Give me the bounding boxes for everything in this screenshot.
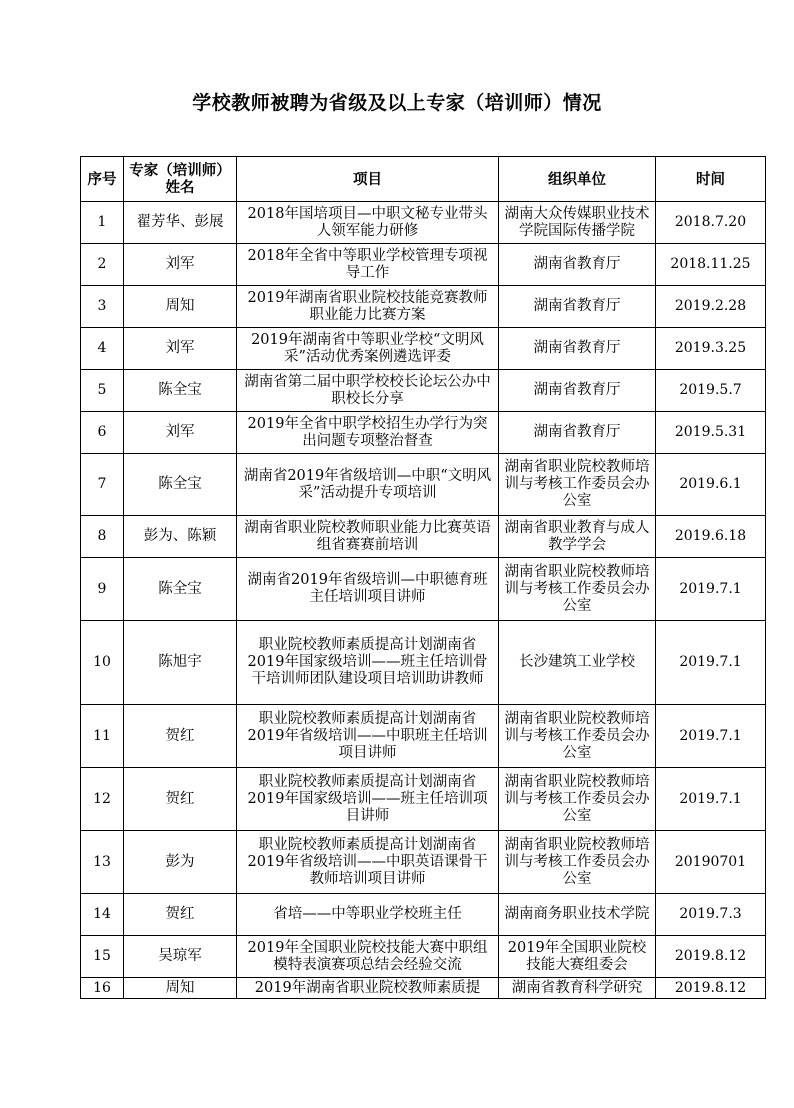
header-time: 时间	[656, 157, 766, 202]
cell-project: 湖南省职业院校教师职业能力比赛英语组省赛赛前培训	[237, 516, 499, 558]
cell-org: 湖南省教育厅	[499, 244, 656, 286]
table-row	[81, 370, 766, 412]
cell-org: 长沙建筑工业学校	[499, 621, 656, 705]
cell-seq: 13	[81, 831, 124, 894]
cell-project: 2019年湖南省中等职业学校“文明风采”活动优秀案例遴选评委	[237, 328, 499, 370]
cell-org: 湖南商务职业技术学院	[499, 894, 656, 936]
cell-name: 贺红	[124, 705, 237, 768]
table-row	[81, 412, 766, 454]
cell-project: 2018年国培项目—中职文秘专业带头人领军能力研修	[237, 202, 499, 244]
cell-time: 2019.7.1	[656, 768, 766, 831]
cell-name: 吴琼军	[124, 936, 237, 978]
cell-project: 2019年湖南省职业院校技能竞赛教师职业能力比赛方案	[237, 286, 499, 328]
cell-org: 湖南省职业院校教师培训与考核工作委员会办公室	[499, 831, 656, 894]
cell-project: 2018年全省中等职业学校管理专项视导工作	[237, 244, 499, 286]
table-row	[81, 831, 766, 894]
cell-name: 刘军	[124, 244, 237, 286]
cell-project: 湖南省第二届中职学校校长论坛公办中职校长分享	[237, 370, 499, 412]
table-row	[81, 621, 766, 705]
cell-seq: 16	[81, 978, 124, 999]
cell-time: 2019.5.31	[656, 412, 766, 454]
cell-name: 陈全宝	[124, 370, 237, 412]
table-row	[81, 894, 766, 936]
cell-name: 贺红	[124, 894, 237, 936]
cell-time: 2019.7.1	[656, 705, 766, 768]
cell-project: 湖南省2019年省级培训—中职德育班主任培训项目讲师	[237, 558, 499, 621]
cell-project: 职业院校教师素质提高计划湖南省2019年省级培训——中职班主任培训项目讲师	[237, 705, 499, 768]
cell-project: 职业院校教师素质提高计划湖南省2019年省级培训——中职英语课骨干教师培训项目讲师	[237, 831, 499, 894]
cell-seq: 11	[81, 705, 124, 768]
cell-time: 2019.3.25	[656, 328, 766, 370]
cell-org: 湖南省教育厅	[499, 328, 656, 370]
cell-seq: 4	[81, 328, 124, 370]
cell-time: 2019.2.28	[656, 286, 766, 328]
table-row	[81, 978, 766, 999]
cell-project: 职业院校教师素质提高计划湖南省2019年国家级培训——班主任培训骨干培训师团队建设项目培训助讲教师	[237, 621, 499, 705]
cell-org: 湖南省职业院校教师培训与考核工作委员会办公室	[499, 705, 656, 768]
cell-time: 2019.8.12	[656, 936, 766, 978]
cell-project: 省培——中等职业学校班主任	[237, 894, 499, 936]
header-org: 组织单位	[499, 157, 656, 202]
cell-project: 2019年全省中职学校招生办学行为突出问题专项整治督查	[237, 412, 499, 454]
cell-seq: 9	[81, 558, 124, 621]
table-row	[81, 936, 766, 978]
table-header-row	[81, 157, 766, 202]
cell-name: 刘军	[124, 412, 237, 454]
page-title: 学校教师被聘为省级及以上专家（培训师）情况	[192, 92, 602, 114]
cell-project: 2019年湖南省职业院校教师素质提	[237, 978, 499, 999]
cell-seq: 1	[81, 202, 124, 244]
cell-time: 2019.5.7	[656, 370, 766, 412]
table-row	[81, 454, 766, 516]
header-expert: 专家（培训师）姓名	[124, 157, 237, 202]
cell-seq: 7	[81, 454, 124, 516]
cell-time: 2019.6.18	[656, 516, 766, 558]
cell-org: 湖南省教育厅	[499, 412, 656, 454]
cell-name: 陈旭宇	[124, 621, 237, 705]
cell-name: 周知	[124, 286, 237, 328]
cell-seq: 3	[81, 286, 124, 328]
cell-project: 职业院校教师素质提高计划湖南省2019年国家级培训——班主任培训项目讲师	[237, 768, 499, 831]
table-row	[81, 244, 766, 286]
cell-org: 2019年全国职业院校技能大赛组委会	[499, 936, 656, 978]
cell-name: 贺红	[124, 768, 237, 831]
cell-org: 湖南省职业院校教师培训与考核工作委员会办公室	[499, 768, 656, 831]
table-row	[81, 558, 766, 621]
cell-name: 彭为、陈颖	[124, 516, 237, 558]
cell-org: 湖南省教育科学研究	[499, 978, 656, 999]
header-project: 项目	[237, 157, 499, 202]
cell-org: 湖南省教育厅	[499, 370, 656, 412]
cell-project: 湖南省2019年省级培训—中职“文明风采”活动提升专项培训	[237, 454, 499, 516]
header-seq: 序号	[81, 157, 124, 202]
table-row	[81, 286, 766, 328]
cell-org: 湖南省职业教育与成人教学学会	[499, 516, 656, 558]
cell-org: 湖南省教育厅	[499, 286, 656, 328]
cell-time: 2019.6.1	[656, 454, 766, 516]
cell-time: 2018.7.20	[656, 202, 766, 244]
cell-org: 湖南省职业院校教师培训与考核工作委员会办公室	[499, 454, 656, 516]
cell-seq: 15	[81, 936, 124, 978]
cell-seq: 6	[81, 412, 124, 454]
cell-project: 2019年全国职业院校技能大赛中职组模特表演赛项总结会经验交流	[237, 936, 499, 978]
cell-name: 陈全宝	[124, 454, 237, 516]
cell-seq: 12	[81, 768, 124, 831]
cell-time: 2018.11.25	[656, 244, 766, 286]
table-row	[81, 328, 766, 370]
cell-name: 彭为	[124, 831, 237, 894]
cell-seq: 2	[81, 244, 124, 286]
cell-seq: 14	[81, 894, 124, 936]
cell-org: 湖南省职业院校教师培训与考核工作委员会办公室	[499, 558, 656, 621]
cell-time: 2019.7.3	[656, 894, 766, 936]
cell-name: 周知	[124, 978, 237, 999]
experts-table	[80, 156, 766, 999]
cell-seq: 8	[81, 516, 124, 558]
cell-name: 刘军	[124, 328, 237, 370]
table-row	[81, 202, 766, 244]
cell-time: 2019.7.1	[656, 558, 766, 621]
table-row	[81, 768, 766, 831]
table-row	[81, 705, 766, 768]
cell-time: 2019.8.12	[656, 978, 766, 999]
cell-org: 湖南大众传媒职业技术学院国际传播学院	[499, 202, 656, 244]
cell-time: 20190701	[656, 831, 766, 894]
table-row	[81, 516, 766, 558]
cell-seq: 10	[81, 621, 124, 705]
cell-name: 陈全宝	[124, 558, 237, 621]
cell-time: 2019.7.1	[656, 621, 766, 705]
cell-seq: 5	[81, 370, 124, 412]
cell-name: 翟芳华、彭展	[124, 202, 237, 244]
